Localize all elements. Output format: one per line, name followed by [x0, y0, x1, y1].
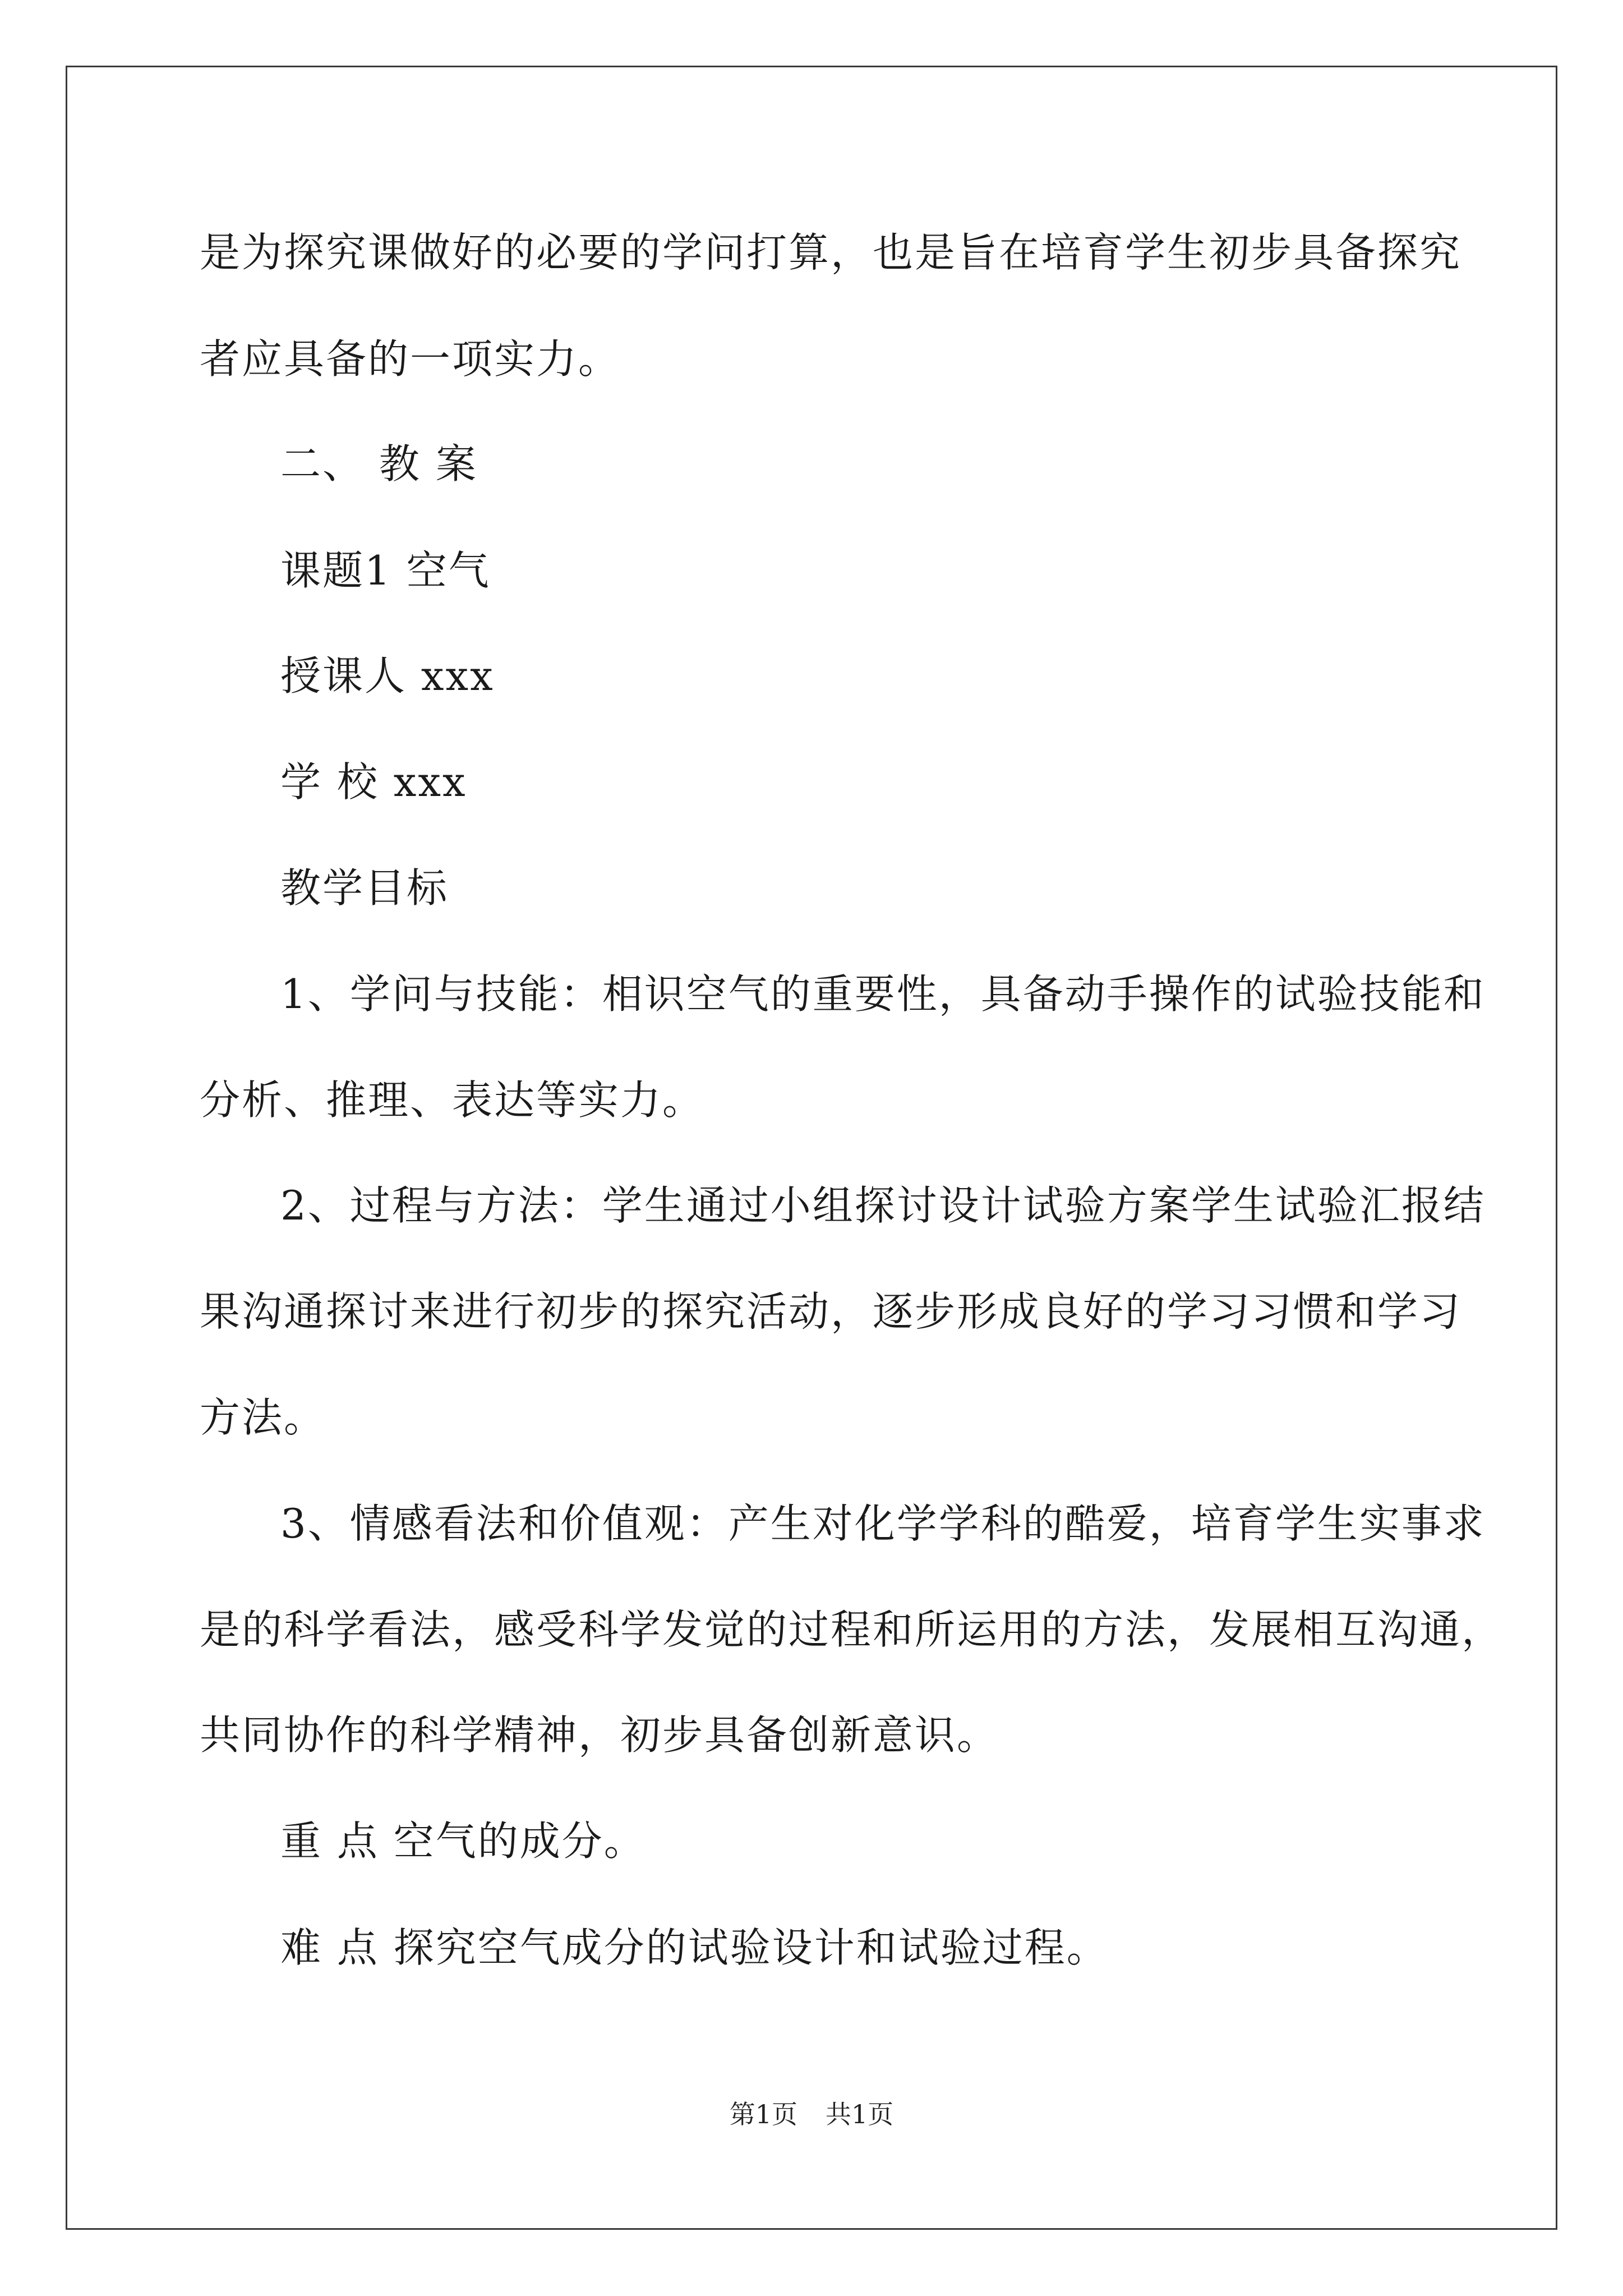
objective-2-line: 方法。 [200, 1394, 326, 1441]
section-heading: 二、 教 案 [280, 440, 478, 487]
paragraph-line: 是为探究课做好的必要的学问打算，也是旨在培育学生初步具备探究 [200, 229, 1462, 276]
objective-3-line: 共同协作的科学精神，初步具备创新意识。 [200, 1711, 999, 1759]
objective-1-line: 分析、推理、表达等实力。 [200, 1076, 705, 1124]
page-border [66, 66, 1557, 2230]
key-point-line: 重 点 空气的成分。 [280, 1818, 646, 1865]
page-number: 第1页 [729, 2099, 797, 2129]
school-line: 学 校 xxx [280, 758, 467, 806]
objectives-heading: 教学目标 [280, 864, 449, 912]
teacher-line: 授课人 xxx [280, 652, 495, 700]
total-pages: 共1页 [826, 2099, 894, 2129]
difficulty-line: 难 点 探究空气成分的试验设计和试验过程。 [280, 1924, 1109, 1971]
paragraph-line: 者应具备的一项实力。 [200, 335, 621, 383]
objective-3-line: 3、情感看法和价值观：产生对化学学科的酷爱，培育学生实事求 [280, 1500, 1486, 1547]
objective-3-line: 是的科学看法，感受科学发觉的过程和所运用的方法，发展相互沟通， [200, 1606, 1504, 1653]
lesson-title: 课题1 空气 [280, 547, 491, 594]
objective-2-line: 果沟通探讨来进行初步的探究活动，逐步形成良好的学习习惯和学习 [200, 1288, 1462, 1335]
page-footer [0, 2097, 1623, 2131]
objective-2-line: 2、过程与方法：学生通过小组探讨设计试验方案学生试验汇报结 [280, 1182, 1486, 1229]
objective-1-line: 1、学问与技能：相识空气的重要性，具备动手操作的试验技能和 [280, 970, 1486, 1018]
